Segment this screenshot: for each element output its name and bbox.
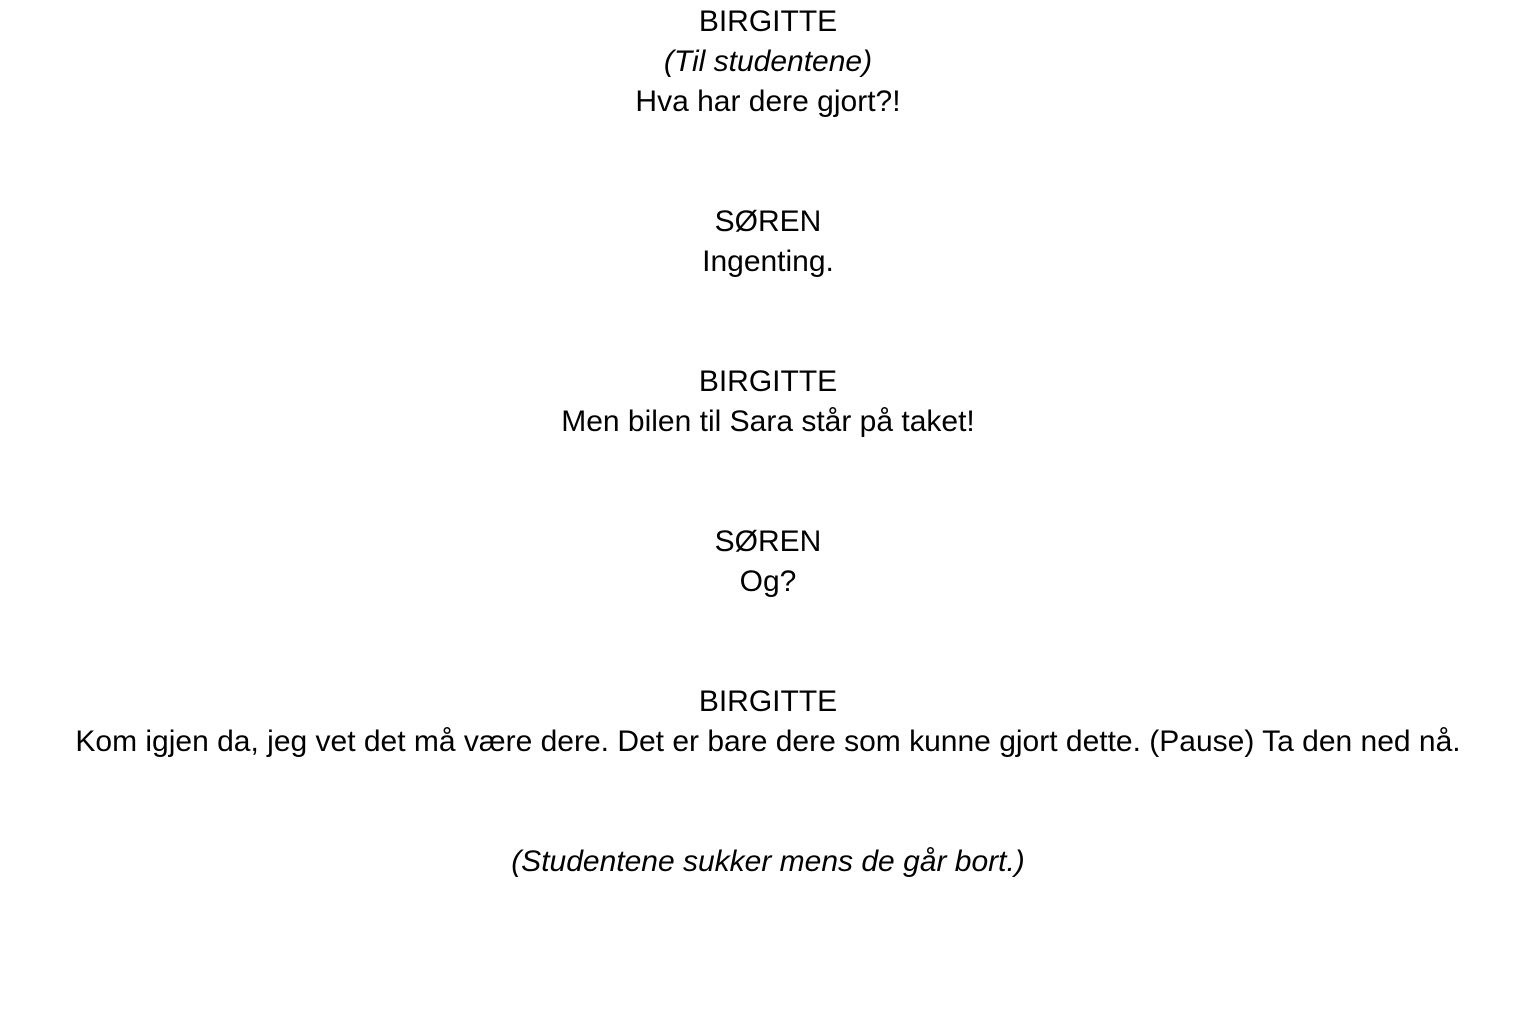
- dialogue-line: Og?: [739, 565, 797, 598]
- character-name: BIRGITTE: [698, 685, 838, 718]
- dialogue-line: Men bilen til Sara står på taket!: [561, 405, 975, 438]
- character-name: BIRGITTE: [698, 365, 838, 398]
- character-name: SØREN: [714, 525, 822, 558]
- dialogue-block: [0, 522, 1536, 602]
- dialogue-block: [0, 682, 1536, 762]
- dialogue-block: [0, 2, 1536, 122]
- character-name: BIRGITTE: [698, 5, 838, 38]
- dialogue-line: Kom igjen da, jeg vet det må være dere. Det er bare dere som kunne gjort dette. (Pause) Ta den ned nå.: [75, 725, 1461, 758]
- character-name: SØREN: [714, 205, 822, 238]
- dialogue-block: [0, 362, 1536, 442]
- stage-direction: (Studentene sukker mens de går bort.): [511, 845, 1025, 878]
- parenthetical-direction: (Til studentene): [663, 45, 873, 78]
- dialogue-line: Ingenting.: [702, 245, 834, 278]
- stage-direction-block: [0, 842, 1536, 882]
- dialogue-line: Hva har dere gjort?!: [635, 85, 901, 118]
- dialogue-block: [0, 202, 1536, 282]
